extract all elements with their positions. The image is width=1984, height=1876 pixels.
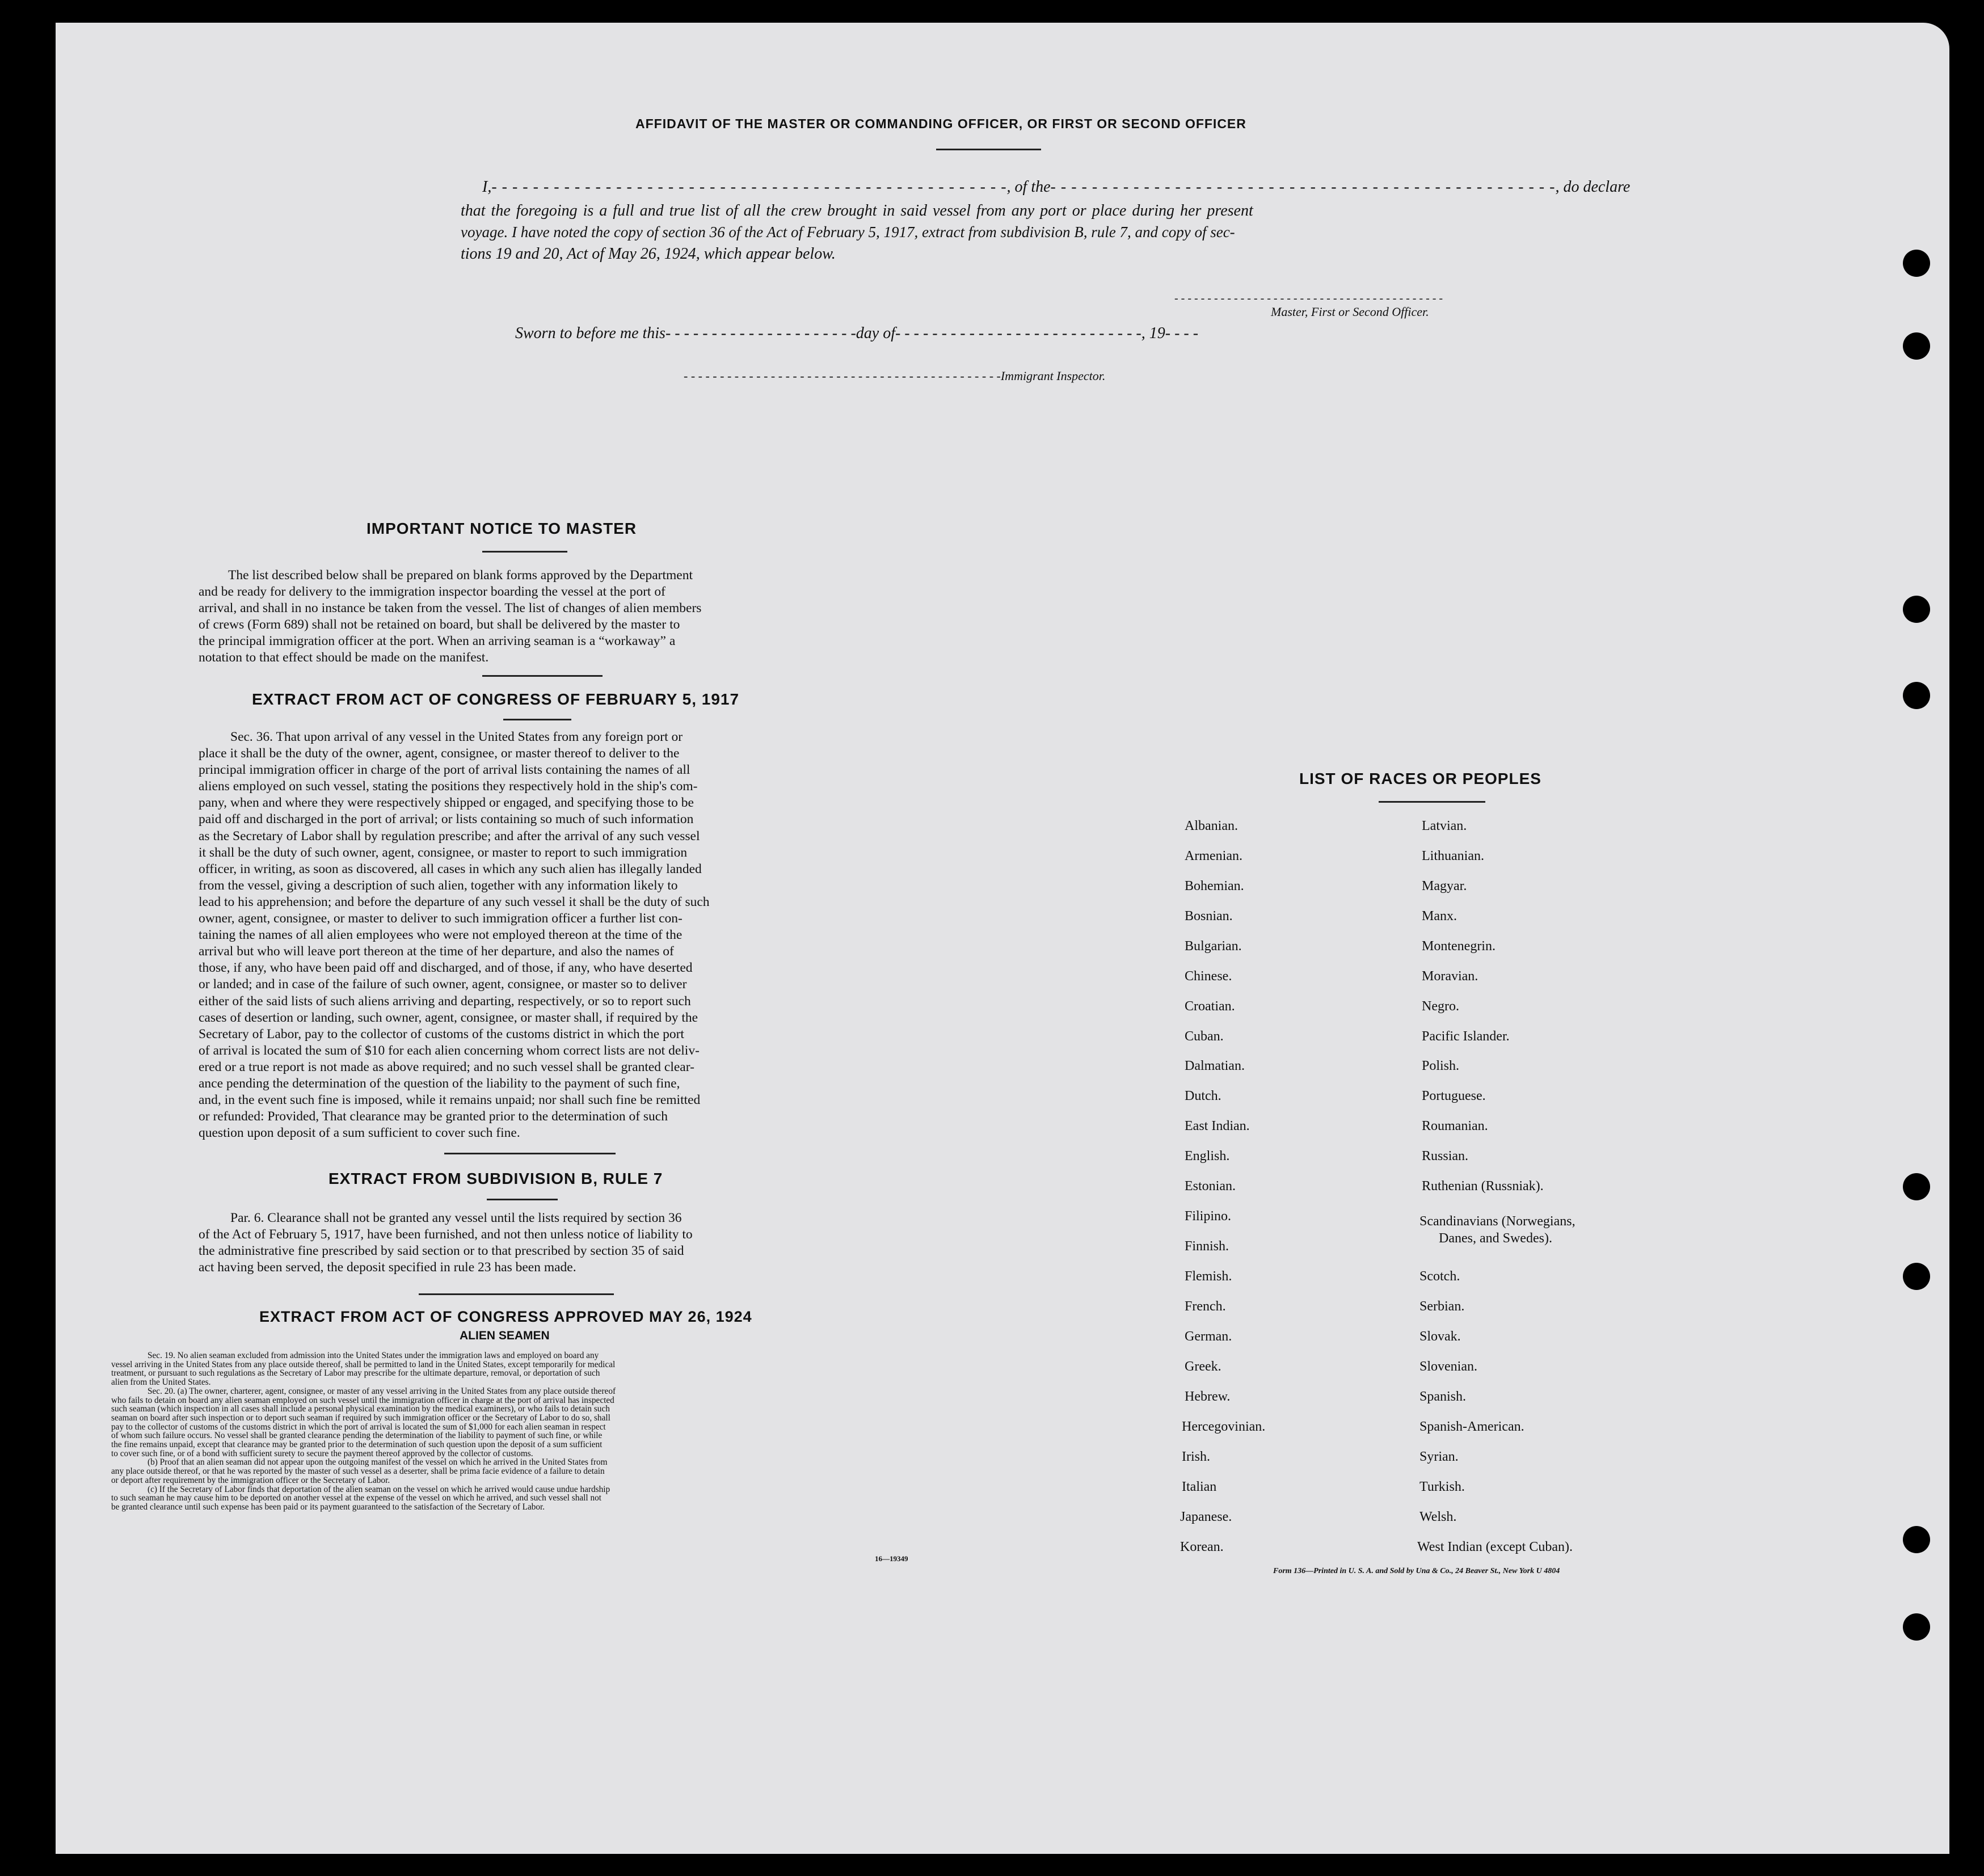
race-item: Latvian. [1422, 819, 1467, 833]
divider [444, 1153, 616, 1154]
text-line: Par. 6. Clearance shall not be granted any vessel until the lists required by section 36 [230, 1211, 682, 1225]
race-item: Albanian. [1185, 819, 1238, 833]
punch-hole [1903, 250, 1930, 277]
notice-text [199, 567, 836, 667]
race-item: Italian [1182, 1479, 1217, 1494]
act1924-text [111, 1351, 921, 1512]
race-item: German. [1185, 1329, 1232, 1344]
race-item: Ruthenian (Russniak). [1422, 1179, 1544, 1194]
affidavit-text: I, [482, 178, 492, 196]
affidavit-line-2: that the foregoing is a full and true list of all the crew brought in said vessel from any port or place during her present [461, 202, 1253, 220]
text-line: of crews (Form 689) shall not be retained on board, but shall be delivered by the master to [199, 617, 680, 633]
punch-hole [1903, 1173, 1930, 1200]
race-item: Syrian. [1419, 1449, 1459, 1464]
race-item: Cuban. [1185, 1029, 1224, 1044]
punch-hole [1903, 332, 1930, 360]
blank-line: - - - - - - - - - - - - - - - - - - - - - - - - - - - - - - - - - - - - - - - - - - - - - - - - - [1050, 178, 1556, 196]
race-item: Finnish. [1185, 1239, 1229, 1254]
text-line: to cover such fine, or of a bond with sufficient surety to secure the payment thereof approved by the collector of customs. [111, 1448, 533, 1458]
text-line: be granted clearance until such expense has been paid or its payment guaranteed to the satisfaction of the Secretary of Labor. [111, 1502, 545, 1512]
divider [936, 149, 1041, 150]
sworn-text: Sworn to before me this [515, 324, 665, 342]
punch-hole [1903, 1613, 1930, 1641]
signature-line: - - - - - - - - - - - - - - - - - - - - - - - - - - - - - - - - - - - - - - - - - [1174, 292, 1443, 305]
act1917-text [199, 729, 836, 1141]
text-line: pay to the collector of customs of the customs district in which the port of arrival is located the sum of $1,000 for each alien seaman in respect [111, 1422, 606, 1432]
text-line: paid off and discharged in the port of arrival; or lists containing so much of such information [199, 812, 694, 827]
text-line: of arrival is located the sum of $10 for each alien concerning whom correct lists are not deliv- [199, 1043, 700, 1058]
text-line: aliens employed on such vessel, stating the positions they respectively hold in the ship's com- [199, 779, 698, 794]
text-line: notation to that effect should be made on the manifest. [199, 650, 489, 665]
punch-hole [1903, 596, 1930, 623]
text-line: owner, agent, consignee, or master to deliver to such immigration officer a further list con- [199, 911, 683, 926]
text-line: or landed; and in case of the failure of such owner, agent, consignee, or master so to deliver [199, 977, 687, 992]
text-line: who fails to detain on board any alien seaman employed on such vessel until the immigration officer in charge at the port of arrival has inspected [111, 1395, 614, 1405]
blank-line: - - - - - - - - - - - - - - - - - - - - - [665, 324, 856, 342]
race-item: Portuguese. [1422, 1089, 1486, 1103]
text-line: and be ready for delivery to the immigration inspector boarding the vessel at the port of [199, 584, 665, 600]
affidavit-line-3: voyage. I have noted the copy of section 36 of the Act of February 5, 1917, extract from subdivision B, rule 7, and copy of sec- [461, 224, 1235, 241]
text-line: seaman on board after such inspection or to deport such seaman if required by such immigration officer or the Secretary of Labor to do so, shall [111, 1413, 610, 1423]
text-line: arrival, and shall in no instance be taken from the vessel. The list of changes of alien members [199, 601, 702, 616]
text-line: treatment, or pursuant to such regulations as the Secretary of Labor may prescribe for the ultimate departure, removal, or deportation of such [111, 1368, 600, 1378]
inspector-line [684, 369, 1105, 383]
text-line: as the Secretary of Labor shall by regulation prescribe; and after the arrival of any such vessel [199, 828, 700, 844]
text-line: or refunded: Provided, That clearance may be granted prior to the determination of such [199, 1109, 668, 1124]
text-line: Sec. 36. That upon arrival of any vessel in the United States from any foreign port or [230, 730, 683, 744]
affidavit-line-1 [482, 178, 1630, 196]
race-item: Bohemian. [1185, 879, 1244, 893]
race-item: Manx. [1422, 909, 1457, 924]
divider [487, 1199, 558, 1200]
text-line: Sec. 19. No alien seaman excluded from admission into the United States under the immigration laws and employed on board any [148, 1351, 599, 1360]
text-line: arrival but who will leave port thereon at the time of her departure, and also the names of [199, 944, 674, 959]
race-item: Korean. [1180, 1540, 1224, 1554]
text-line: any place outside thereof, or that he was reported by the master of such vessel as a deserter, shall be prima facie evidence of a failure to detain [111, 1466, 605, 1477]
race-item: French. [1185, 1299, 1226, 1314]
text-line: or deport after requirement by the immigration officer or the Secretary of Labor. [111, 1475, 390, 1485]
divider [482, 675, 603, 677]
text-line: of whom such failure occurs. No vessel shall be granted clearance pending the determination of the liability to payment of such fine, or while [111, 1431, 603, 1441]
punch-hole [1903, 682, 1930, 709]
race-item: Magyar. [1422, 879, 1467, 893]
text-line: question upon deposit of a sum sufficient to cover such fine. [199, 1125, 520, 1141]
race-item: Estonian. [1185, 1179, 1236, 1194]
act1924-title: EXTRACT FROM ACT OF CONGRESS APPROVED MAY 26, 1924 [259, 1308, 752, 1325]
race-item: Montenegrin. [1422, 939, 1496, 954]
text-line: those, if any, who have been paid off and discharged, and of those, if any, who have deserted [199, 960, 693, 976]
race-item: Slovenian. [1419, 1359, 1477, 1374]
blank-line: - - - - [1165, 324, 1199, 342]
race-item: Dutch. [1185, 1089, 1221, 1103]
race-item: Roumanian. [1422, 1119, 1488, 1133]
text-line: cases of desertion or landing, such owner, agent, consignee, or master shall, if required by the [199, 1010, 698, 1025]
text-line: such seaman (which inspection in all cases shall include a personal physical examination by the medical examiners), or who fails to detain such [111, 1404, 610, 1414]
text-line: either of the said lists of such aliens arriving and departing, respectively, or so to report such [199, 993, 691, 1009]
master-signature-label: Master, First or Second Officer. [1271, 305, 1429, 319]
text-line: the administrative fine prescribed by said section or to that prescribed by section 35 of said [199, 1243, 684, 1259]
blank-line: - - - - - - - - - - - - - - - - - - - - - - - - - - - - - - - - - - - - - - - - - - - - [684, 369, 1001, 383]
race-item: Welsh. [1419, 1510, 1457, 1524]
text-line: alien from the United States. [111, 1377, 211, 1388]
races-title: LIST OF RACES OR PEOPLES [1299, 770, 1541, 787]
race-item: Russian. [1422, 1149, 1469, 1163]
race-item: Lithuanian. [1422, 849, 1484, 863]
text-line: from the vessel, giving a description of such alien, together with any information likely to [199, 878, 678, 893]
race-item: Spanish-American. [1419, 1419, 1524, 1434]
affidavit-line-4: tions 19 and 20, Act of May 26, 1924, which appear below. [461, 245, 836, 263]
divider [482, 551, 567, 553]
race-item: East Indian. [1185, 1119, 1250, 1133]
race-item: Hebrew. [1185, 1389, 1231, 1404]
text-line: Secretary of Labor, pay to the collector of customs of the customs district in which the port [199, 1026, 684, 1042]
punch-hole [1903, 1526, 1930, 1553]
text-line: place it shall be the duty of the owner, agent, consignee, or master thereof to deliver to the [199, 746, 680, 761]
text-line: officer, in writing, as soon as discovered, all cases in which any such alien has illegally landed [199, 861, 702, 876]
text-line: to such seaman he may cause him to be deported on another vessel at the expense of the vessel on which he arrived, and such vessel shall not [111, 1493, 602, 1503]
punch-hole [1903, 1263, 1930, 1290]
subB-text [199, 1210, 836, 1276]
divider [419, 1293, 614, 1295]
race-item: Filipino. [1185, 1209, 1232, 1224]
race-item: Pacific Islander. [1422, 1029, 1510, 1044]
text-line: pany, when and where they were respectively shipped or engaged, and specifying those to be [199, 795, 694, 811]
text-line: of the Act of February 5, 1917, have been furnished, and not then unless notice of liability to [199, 1227, 693, 1242]
race-item: Slovak. [1419, 1329, 1461, 1344]
race-item: English. [1185, 1149, 1230, 1163]
race-item: Negro. [1422, 999, 1459, 1014]
race-item: Spanish. [1419, 1389, 1467, 1404]
race-item: Chinese. [1185, 969, 1232, 984]
race-item: Bulgarian. [1185, 939, 1242, 954]
text-line: the principal immigration officer at the port. When an arriving seaman is a “workaway” a [199, 634, 676, 649]
text-line: vessel arriving in the United States from any place outside thereof, shall be permitted to land in the United States, except temporarily for medical [111, 1359, 616, 1369]
act1924-subtitle: ALIEN SEAMEN [460, 1329, 550, 1342]
text-line: The list described below shall be prepared on blank forms approved by the Department [228, 568, 693, 583]
blank-line: - - - - - - - - - - - - - - - - - - - - - - - - - - - [895, 324, 1141, 342]
text-line: (c) If the Secretary of Labor finds that deportation of the alien seaman on the vessel on which he arrived would cause undue hardship [148, 1484, 610, 1494]
sworn-text: , 19 [1141, 324, 1165, 342]
sworn-line [515, 324, 1198, 343]
text-line: Sec. 20. (a) The owner, charterer, agent, consignee, or master of any vessel arriving in the United States from any place outside thereof [148, 1386, 616, 1396]
text-line: principal immigration officer in charge of the port of arrival lists containing the names of all [199, 762, 690, 778]
divider [503, 719, 571, 720]
text-line: act having been served, the deposit specified in rule 23 has been made. [199, 1260, 576, 1275]
race-item: Japanese. [1180, 1510, 1232, 1524]
text-line: and, in the event such fine is imposed, while it remains unpaid; nor shall such fine be remitted [199, 1093, 701, 1108]
affidavit-text: , do declare [1555, 178, 1631, 196]
blank-line: - - - - - - - - - - - - - - - - - - - - - - - - - - - - - - - - - - - - - - - - - - - - - - - - - - [491, 178, 1007, 196]
inspector-label: Immigrant Inspector. [1000, 369, 1106, 383]
race-item: Greek. [1185, 1359, 1221, 1374]
race-item: West Indian (except Cuban). [1417, 1540, 1573, 1554]
race-item: Irish. [1182, 1449, 1210, 1464]
race-item: Turkish. [1419, 1479, 1465, 1494]
form-number: 16—19349 [875, 1554, 908, 1563]
notice-title: IMPORTANT NOTICE TO MASTER [367, 520, 637, 537]
race-item: Hercegovinian. [1182, 1419, 1266, 1434]
text-line: the fine remains unpaid, except that clearance may be granted prior to the determination of such question upon the deposit of a sum sufficient [111, 1440, 603, 1450]
race-item: Scotch. [1419, 1269, 1460, 1284]
race-item: Moravian. [1422, 969, 1478, 984]
race-item: Scandinavians (Norwegians, [1419, 1214, 1576, 1229]
text-line: (b) Proof that an alien seaman did not appear upon the outgoing manifest of the vessel on which he arrived in the United States from [148, 1457, 608, 1468]
text-line: it shall be the duty of such owner, agent, consignee, or master to report to such immigration [199, 845, 688, 860]
race-item: Armenian. [1185, 849, 1242, 863]
form-footer: Form 136—Printed in U. S. A. and Sold by Una & Co., 24 Beaver St., New York U 4804 [1273, 1567, 1560, 1575]
affidavit-text: , of the [1006, 178, 1051, 196]
race-item: Danes, and Swedes). [1439, 1231, 1552, 1246]
race-item: Bosnian. [1185, 909, 1233, 924]
affidavit-title: AFFIDAVIT OF THE MASTER OR COMMANDING OFFICER, OR FIRST OR SECOND OFFICER [635, 116, 1246, 131]
race-item: Dalmatian. [1185, 1059, 1245, 1073]
race-item: Serbian. [1419, 1299, 1465, 1314]
race-item: Flemish. [1185, 1269, 1232, 1284]
text-line: taining the names of all alien employees who were not employed thereon at the time of the [199, 928, 683, 943]
divider [1379, 801, 1485, 803]
race-item: Croatian. [1185, 999, 1235, 1014]
sworn-text: day of [856, 324, 895, 342]
text-line: ance pending the determination of the question of the liability to the payment of such fine, [199, 1076, 680, 1091]
act1917-title: EXTRACT FROM ACT OF CONGRESS OF FEBRUARY 5, 1917 [252, 690, 740, 708]
text-line: lead to his apprehension; and before the departure of any such vessel it shall be the duty of such [199, 894, 710, 909]
text-line: ered or a true report is not made as above required; and no such vessel shall be granted clear- [199, 1059, 694, 1074]
race-item: Polish. [1422, 1059, 1460, 1073]
subB-title: EXTRACT FROM SUBDIVISION B, RULE 7 [328, 1170, 663, 1187]
